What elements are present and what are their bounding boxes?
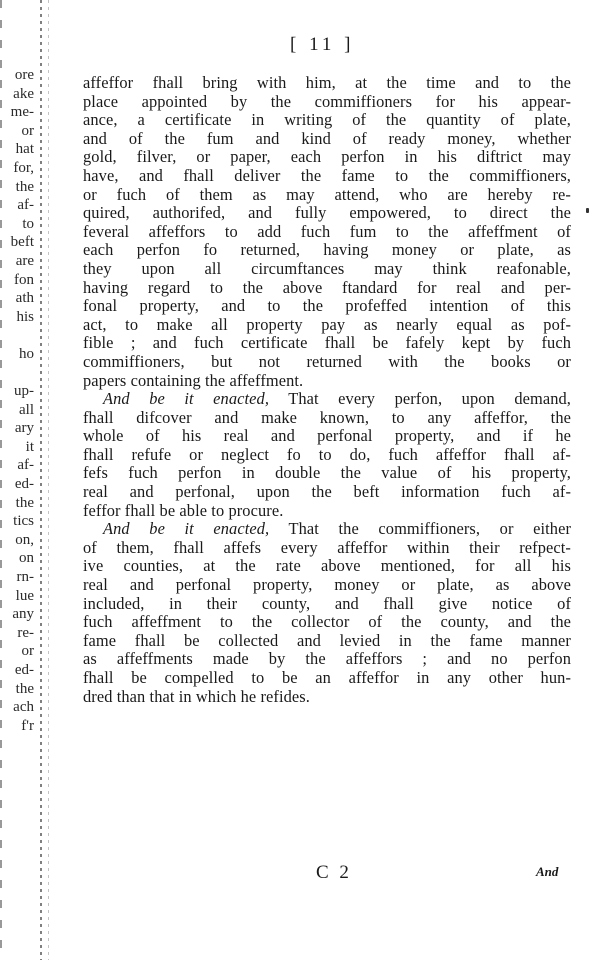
facing-page-fragment: the: [15, 178, 34, 195]
line-text: feveral affeffors to add fuch fum to the affeffment of: [83, 221, 571, 241]
facing-page-fragment: af-: [17, 457, 34, 474]
text-line: [83, 446, 571, 465]
line-text: have, and fhall deliver the fame to the commiffioners,: [83, 165, 571, 185]
line-text: fhall be compelled to be an affeffor in any other hun-: [83, 668, 571, 687]
text-line: [83, 409, 571, 428]
facing-page-fragment: ath: [15, 290, 34, 307]
line-text: commiffioners, but not returned with the books or: [83, 351, 571, 371]
binding-fold-line: [40, 0, 42, 960]
text-line: [83, 613, 571, 632]
text-line: [83, 316, 571, 335]
facing-page-fragment: ach: [13, 699, 34, 716]
line-text: That the commiffioners, or either: [269, 519, 571, 539]
line-text: quired, authorifed, and fully empowered, to direct the: [83, 203, 571, 223]
facing-page-fragment: ed-: [14, 476, 34, 493]
facing-page-fragment: or: [21, 643, 34, 660]
body-text: [83, 74, 571, 706]
facing-page-fragment: to: [22, 215, 34, 232]
text-line: [83, 539, 571, 558]
line-text: each perfon fo returned, having money or plate, as: [83, 240, 571, 260]
text-line: [83, 167, 571, 186]
facing-page-fragment: ake: [13, 85, 34, 102]
facing-page-fragment: it: [25, 438, 34, 455]
text-line: [83, 74, 571, 93]
text-line: [83, 520, 571, 539]
line-text: real and perfonal property, money or plate, as above: [83, 575, 571, 595]
facing-page-fragment: on: [19, 550, 34, 567]
text-line: [83, 576, 571, 595]
line-text: fible ; and fuch certificate fhall be fafely kept by fuch: [83, 333, 571, 353]
facing-page-fragment: ary: [14, 420, 34, 437]
line-text: ance, a certificate in writing of the quantity of plate,: [83, 110, 571, 130]
text-line: [83, 669, 571, 688]
line-text: fefs fuch perfon in double the value of his property,: [83, 463, 571, 483]
facing-page-fragment: fon: [14, 271, 34, 288]
facing-page-fragment: or: [21, 122, 34, 139]
text-line: [83, 297, 571, 316]
text-line: [83, 111, 571, 130]
facing-page-fragment: ed-: [14, 662, 34, 678]
line-text: having regard to the above ftandard for real and per-: [83, 277, 571, 297]
text-line: [83, 223, 571, 242]
text-line: [83, 427, 571, 446]
binding-fold-shadow: [48, 0, 49, 960]
text-line: [83, 483, 571, 502]
signature-mark: C 2: [316, 862, 352, 883]
line-text: fhall refufe or neglect fo to do, fuch affeffor fhall af-: [83, 444, 571, 464]
enacting-clause: And be it enacted,: [103, 389, 270, 409]
facing-page-fragment: rn-: [16, 569, 34, 586]
facing-page-fragment: his: [16, 308, 34, 325]
text-line: [83, 595, 571, 614]
line-text: whole of his real and perfonal property, and if he: [83, 426, 571, 446]
line-text: fame fhall be collected and levied in the fame manner: [83, 630, 571, 650]
text-line: [83, 260, 571, 279]
facing-page-fragment: af-: [17, 197, 34, 214]
catchword: And: [536, 864, 559, 879]
text-line: [83, 130, 571, 149]
line-text: ive counties, at the rate above mentioned, for all his: [83, 556, 571, 576]
print-speck: [586, 208, 589, 213]
text-line: [83, 557, 571, 576]
facing-page-fragment: any: [12, 606, 34, 623]
text-line: [83, 148, 571, 167]
facing-page-fragment: re-: [17, 624, 34, 641]
facing-page-fragment: on,: [15, 531, 34, 548]
line-text: act, to make all property pay as nearly equal as pof-: [83, 314, 571, 334]
facing-page-fragment: me-: [10, 104, 34, 121]
line-text: papers containing the affeffment.: [83, 370, 304, 390]
text-line: [83, 334, 571, 353]
text-line: [83, 632, 571, 651]
facing-page-fragment: all: [19, 401, 34, 418]
line-text: place appointed by the commiffioners for his appear-: [83, 91, 571, 111]
facing-page-fragment: ore: [14, 67, 34, 83]
line-text: fuch affeffment to the collector of the county, and the: [83, 612, 571, 632]
facing-page-fragments: [0, 66, 34, 735]
text-line: [83, 279, 571, 298]
text-line: [83, 372, 571, 391]
facing-page-fragment: beft: [10, 234, 34, 251]
line-text: real and perfonal, upon the beft information fuch af-: [83, 482, 571, 502]
line-text: as affeffments made by the affeffors ; and no perfon: [83, 649, 571, 669]
facing-page-fragment: the: [15, 494, 34, 511]
facing-page-fragment: hat: [15, 141, 34, 158]
text-line: [83, 353, 571, 372]
line-text: of them, fhall affefs every affeffor within their refpect-: [83, 537, 571, 557]
text-line: [83, 204, 571, 223]
text-line: [83, 650, 571, 669]
facing-page-fragment: are: [15, 252, 34, 269]
text-line: [83, 390, 571, 409]
facing-page-fragment: up-: [14, 383, 34, 400]
line-text: or fuch of them as may attend, who are hereby re-: [83, 184, 571, 204]
line-text: and of the fum and kind of ready money, whether: [83, 128, 571, 148]
text-line: [83, 186, 571, 205]
line-text: fonal property, and to the profeffed intention of this: [83, 296, 571, 316]
facing-page-fragment: lue: [15, 587, 34, 604]
line-text: they upon all circumftances may think reafonable,: [83, 258, 571, 278]
text-line: [83, 93, 571, 112]
facing-page-fragment: tics: [13, 513, 34, 530]
line-text: That every perfon, upon demand,: [269, 389, 572, 409]
text-line: [83, 688, 571, 707]
line-text: dred than that in which he refides.: [83, 686, 310, 706]
page-number: [ 11 ]: [290, 34, 355, 55]
line-text: affeffor fhall bring with him, at the time and to the: [83, 73, 571, 92]
facing-page-fragment: [0, 364, 34, 383]
text-line: [83, 502, 571, 521]
facing-page-fragment: for,: [13, 159, 34, 176]
facing-page-fragment: ho: [19, 345, 34, 362]
facing-page-fragment: f'r: [21, 717, 34, 734]
facing-page-fragment: the: [15, 680, 34, 697]
line-text: fhall difcover and make known, to any affeffor, the: [83, 407, 571, 427]
enacting-clause: And be it enacted,: [103, 519, 270, 539]
line-text: gold, filver, or paper, each perfon in his diftrict may: [83, 147, 571, 167]
text-line: [83, 464, 571, 483]
line-text: feffor fhall be able to procure.: [83, 500, 284, 520]
facing-page-fragment: [0, 326, 34, 345]
line-text: included, in their county, and fhall give notice of: [83, 593, 571, 613]
text-line: [83, 241, 571, 260]
